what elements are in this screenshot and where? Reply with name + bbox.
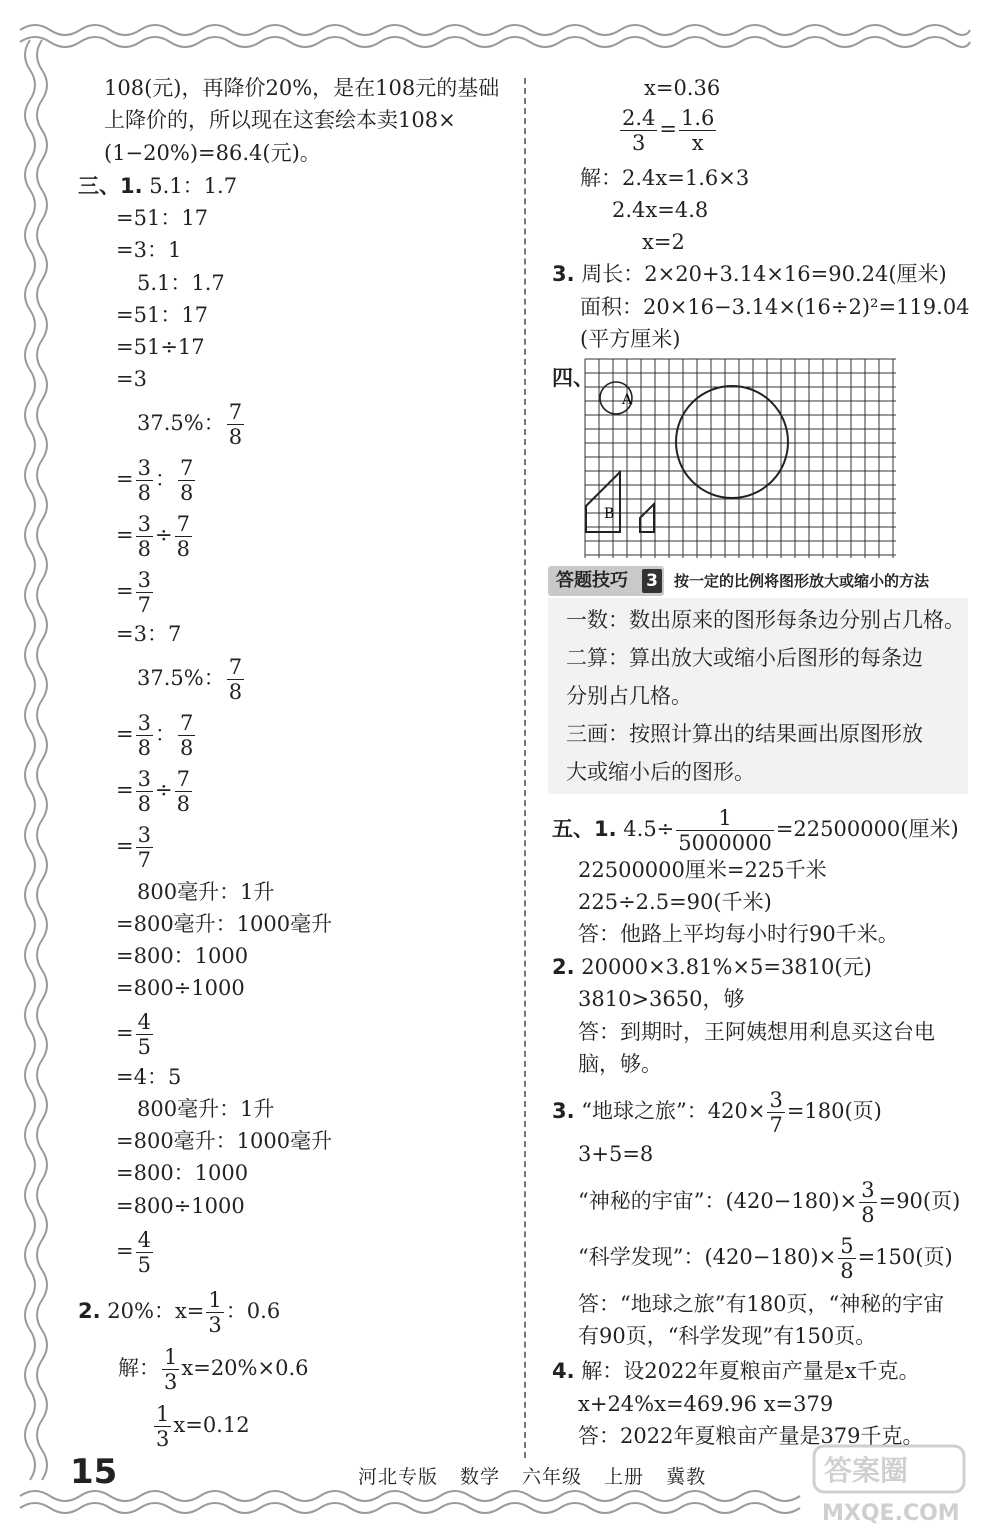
question-number: 1. [594,817,617,841]
watermark-bottom: MXQE.COM [822,1501,960,1526]
text-line: 108(元)，再降价20%，是在108元的基础 [104,76,500,100]
step: =51：17 [116,303,209,327]
fraction [154,1402,171,1451]
fraction [676,806,774,855]
expression [137,655,246,704]
numerator: 1 [164,1345,178,1369]
expression: 800毫升：1升 [137,880,275,904]
step: 解：2.4x=1.6×3 [580,166,750,190]
question-5-3 [552,1088,882,1137]
numerator: 7 [179,456,194,480]
step: =800÷1000 [116,976,245,1000]
step: =800：1000 [116,944,249,968]
footer-grade: 六年级 [522,1466,583,1488]
numerator: 5 [840,1234,854,1258]
expression-text: 37.5%： [137,666,225,690]
equals: = [659,117,678,141]
footer-info [358,1462,728,1489]
equals: = [116,778,134,802]
step: =3：1 [116,238,182,262]
denominator: 5 [137,1035,151,1059]
equals: = [116,834,134,858]
answer: 答：他路上平均每小时行90千米。 [578,922,899,946]
equals: = [116,1239,134,1263]
footer-publisher: 冀教 [666,1466,707,1488]
denominator: 8 [137,792,151,816]
expression: 5.1：1.7 [149,174,238,198]
fraction [136,711,153,760]
numerator: 3 [137,711,151,735]
text-line: 上降价的，所以现在这套绘本卖108× [104,108,456,132]
expression: 5.1：1.7 [137,271,225,295]
numerator: 1 [156,1402,170,1426]
question-number: 4. [552,1359,575,1383]
expression-text: =150(页) [857,1245,953,1269]
numerator: 7 [179,711,194,735]
fraction [175,512,192,561]
step: =3 [116,367,147,391]
fraction [859,1178,876,1227]
denominator: 8 [137,537,151,561]
step: =800：1000 [116,1161,249,1185]
equals: = [116,722,134,746]
question-number: 3. [552,1099,575,1123]
denominator: 8 [228,680,243,704]
question-number: 2. [78,1299,101,1323]
tip-badge: 答题技巧 [548,566,664,596]
denominator: 8 [861,1203,875,1227]
section-label: 三、 [78,174,120,198]
expression-text: 4.5÷ [623,817,675,841]
numerator: 4 [137,1228,151,1252]
tip-line: 大或缩小后的图形。 [566,760,755,784]
denominator: 8 [179,481,194,505]
step: x=2 [642,230,685,254]
answer: 答：到期时，王阿姨想用利息买这台电 [578,1020,935,1044]
step [578,1234,953,1283]
fraction [136,512,153,561]
watermark-top: 答案圈 [824,1454,909,1487]
numerator: 1 [208,1288,222,1312]
expression-text: ：0.6 [225,1299,281,1323]
expression-text: =90(页) [878,1189,961,1213]
numerator: 3 [137,767,151,791]
question-number: 1. [120,174,143,198]
right-column-lower [524,0,981,1460]
denominator: 7 [137,593,151,617]
denominator: 3 [208,1313,222,1337]
answer: 答：2022年夏粮亩产量是379千克。 [578,1424,924,1448]
fraction [206,1288,223,1337]
step [578,1178,960,1227]
step: 面积：20×16−3.14×(16÷2)²=119.04 [580,295,970,319]
step: =800÷1000 [116,1194,245,1218]
denominator: 7 [137,848,151,872]
denominator: 8 [137,736,151,760]
fraction [136,767,153,816]
tip-line: 二算：算出放大或缩小后图形的每条边 [566,646,923,670]
step: (平方厘米) [580,327,681,351]
denominator: 3 [156,1427,170,1451]
footer-edition: 河北专版 [358,1466,439,1488]
tip-number: 3 [642,569,662,593]
fraction [227,655,244,704]
numerator: 7 [228,655,243,679]
tip-line: 三画：按照计算出的结果画出原图形放 [566,722,923,746]
numerator: 7 [228,400,243,424]
label-a: A [622,392,633,408]
question-number: 2. [552,955,575,979]
expression-text: “科学发现”：(420−180)× [578,1245,837,1269]
numerator: 3 [137,568,151,592]
step: =4：5 [116,1065,182,1089]
tip-title: 按一定的比例将图形放大或缩小的方法 [674,572,930,590]
footer-subject: 数学 [460,1466,501,1488]
denominator: 8 [840,1259,854,1283]
step [116,512,194,561]
expression-text: 37.5%： [137,411,225,435]
numerator: 1 [676,806,774,831]
numerator: 4 [137,1010,151,1034]
question-number: 3. [552,262,575,286]
question-5-2 [552,951,872,983]
numerator: 7 [176,512,190,536]
step [116,1010,155,1059]
watermark-logo [812,1444,972,1530]
step [152,1402,250,1451]
expression-text: x=20%×0.6 [181,1356,309,1380]
step: =51÷17 [116,335,205,359]
question-3-2 [78,1288,280,1337]
step: =51：17 [116,206,209,230]
expression-text: 周长：2×20+3.14×16=90.24(厘米) [581,262,947,286]
fraction [162,1345,179,1394]
fraction [767,1088,784,1137]
denominator: x [691,131,704,155]
fraction [175,767,192,816]
numerator: 1.6 [681,106,715,130]
numerator: 3 [861,1178,875,1202]
denominator: 8 [176,537,190,561]
step: 3810>3650，够 [578,987,745,1011]
fraction [136,823,153,872]
numerator: 7 [176,767,190,791]
step [116,568,155,617]
section-label: 四、 [552,366,594,390]
answer: 答：“地球之旅”有180页，“神秘的宇宙 [578,1292,945,1316]
expression-text: “地球之旅”：420× [581,1099,766,1123]
equals: = [116,523,134,547]
colon: ： [154,467,176,491]
denominator: 5 [137,1253,151,1277]
solution-label: 解： [118,1356,160,1380]
numerator: 3 [137,823,151,847]
denominator: 3 [164,1370,178,1394]
denominator: 7 [769,1113,783,1137]
tip-line: 一数：数出原来的图形每条边分别占几格。 [566,608,965,632]
step: =800毫升：1000毫升 [116,912,333,936]
denominator: 3 [632,131,646,155]
step: 22500000厘米=225千米 [578,858,827,882]
step [116,711,197,760]
expression-text: =22500000(厘米) [775,817,959,841]
equals: = [116,1021,134,1045]
fraction [178,711,195,760]
question-3-1 [78,170,237,202]
fraction [136,1228,153,1277]
divide: ÷ [154,523,173,547]
equals: = [116,467,134,491]
answer: 有90页，“科学发现”有150页。 [578,1324,877,1348]
section-label: 五、 [552,817,594,841]
denominator: 8 [228,425,243,449]
colon: ： [154,722,176,746]
step [116,823,155,872]
fraction [227,400,244,449]
step [116,456,197,505]
denominator: 8 [176,792,190,816]
step [118,1345,308,1394]
numerator: 3 [769,1088,783,1112]
step [116,1228,155,1277]
page-number: 15 [70,1452,118,1492]
fraction [178,456,195,505]
step: x=0.36 [644,76,721,100]
step: 225÷2.5=90(千米) [578,890,772,914]
equals: = [116,579,134,603]
expression-text: x=0.12 [173,1413,250,1437]
step: x+24%x=469.96 x=379 [578,1392,834,1416]
question-5-1 [552,806,959,855]
fraction [136,456,153,505]
tip-line: 分别占几格。 [566,684,692,708]
expression: 800毫升：1升 [137,1097,275,1121]
step [116,767,194,816]
step: =3：7 [116,622,182,646]
label-b: B [604,506,615,522]
footer-volume: 上册 [604,1466,645,1488]
expression-text: =180(页) [786,1099,882,1123]
answer: 脑，够。 [578,1052,662,1076]
expression-text: 20%：x= [107,1299,205,1323]
question-5-4 [552,1355,920,1387]
expression-text: 20000×3.81%×5=3810(元) [581,955,872,979]
denominator: 8 [137,481,151,505]
step: 3+5=8 [578,1142,654,1166]
denominator: 8 [179,736,194,760]
divide: ÷ [154,778,173,802]
fraction [136,568,153,617]
step: 2.4x=4.8 [612,198,709,222]
text-line: (1−20%)=86.4(元)。 [104,141,321,165]
numerator: 3 [137,456,151,480]
fraction [136,1010,153,1059]
expression [137,400,246,449]
expression-text: 解：设2022年夏粮亩产量是x千克。 [581,1359,920,1383]
expression-text: “神秘的宇宙”：(420−180)× [578,1189,858,1213]
step: =800毫升：1000毫升 [116,1129,333,1153]
fraction [838,1234,855,1283]
numerator: 2.4 [622,106,656,130]
numerator: 3 [137,512,151,536]
denominator: 5000000 [678,831,772,855]
